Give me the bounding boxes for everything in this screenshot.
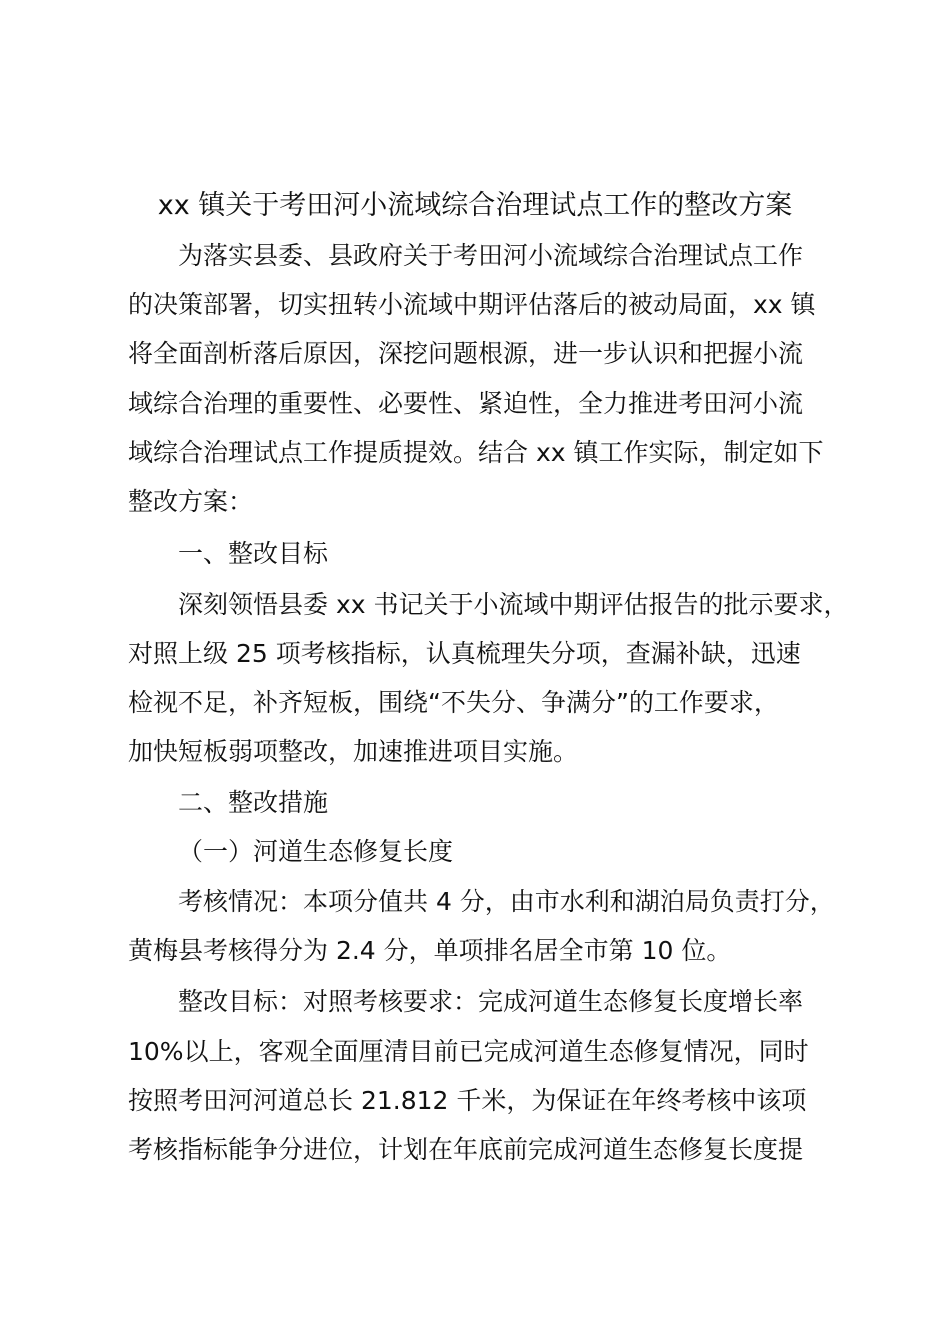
subsection-heading: （一）河道生态修复长度	[178, 837, 454, 866]
document-title: xx 镇关于考田河小流域综合治理试点工作的整改方案	[157, 190, 793, 221]
paragraph-line: 对照上级 25 项考核指标，认真梳理失分项，查漏补缺，迅速	[128, 639, 801, 668]
paragraph-line: 考核指标能争分进位，计划在年底前完成河道生态修复长度提	[128, 1135, 804, 1164]
paragraph-line: 10%以上，客观全面厘清目前已完成河道生态修复情况，同时	[128, 1037, 809, 1066]
paragraph-line: 的决策部署，切实扭转小流域中期评估落后的被动局面，xx 镇	[128, 290, 816, 319]
paragraph-line: 黄梅县考核得分为 2.4 分，单项排名居全市第 10 位。	[128, 936, 732, 965]
paragraph-line: 考核情况：本项分值共 4 分，由市水利和湖泊局负责打分，	[178, 887, 835, 916]
paragraph-line: 整改方案：	[128, 487, 254, 516]
paragraph-line: 域综合治理的重要性、必要性、紧迫性，全力推进考田河小流	[128, 389, 804, 418]
paragraph-line: 为落实县委、县政府关于考田河小流域综合治理试点工作	[178, 241, 804, 270]
paragraph-line: 将全面剖析落后原因，深挖问题根源，进一步认识和把握小流	[128, 339, 804, 368]
paragraph-line: 检视不足，补齐短板，围绕“不失分、争满分”的工作要求，	[128, 688, 779, 717]
paragraph-line: 深刻领悟县委 xx 书记关于小流域中期评估报告的批示要求，	[178, 590, 849, 619]
section-heading: 二、整改措施	[178, 788, 329, 817]
paragraph-line: 整改目标：对照考核要求：完成河道生态修复长度增长率	[178, 987, 804, 1016]
paragraph-line: 加快短板弱项整改，加速推进项目实施。	[128, 737, 579, 766]
paragraph-line: 按照考田河河道总长 21.812 千米，为保证在年终考核中该项	[128, 1086, 807, 1115]
paragraph-line: 域综合治理试点工作提质提效。结合 xx 镇工作实际，制定如下	[128, 438, 824, 467]
section-heading: 一、整改目标	[178, 539, 329, 568]
